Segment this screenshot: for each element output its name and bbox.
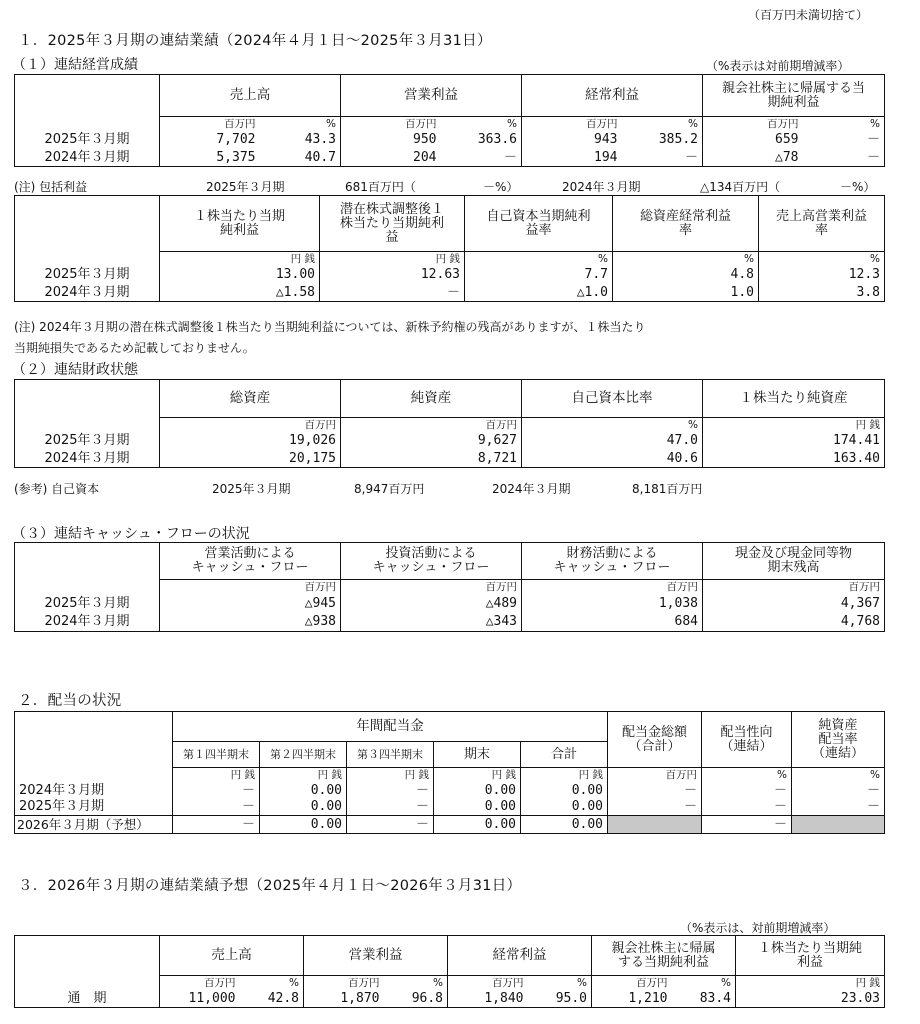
header-line: １株当たり当期純 — [758, 940, 863, 956]
value-cell: － — [608, 799, 702, 816]
value-cell: － — [792, 782, 885, 799]
table-row — [15, 799, 885, 816]
header-eps: １株当たり当期純利益 — [160, 196, 320, 252]
row-label: 2025年３月期 — [15, 131, 160, 149]
row-label: 2024年３月期 — [15, 284, 160, 302]
comprehensive-income-label: (注) 包括利益 — [14, 180, 88, 194]
header-equity-ratio: 自己資本比率 — [522, 380, 703, 418]
section1-sub3-title: （３）連結キャッシュ・フローの状況 — [12, 526, 250, 542]
value-cell: 12.3 — [759, 266, 885, 284]
unit-cell: 百万円 — [522, 117, 622, 131]
value-cell: 13.00 — [160, 266, 320, 284]
unit-cell: 円 銭 — [173, 768, 260, 782]
header-roe: 自己資本当期純利益率 — [465, 196, 613, 252]
header-q1: 第１四半期末 — [173, 742, 260, 768]
value-cell: 0.00 — [434, 799, 521, 816]
row-label: 2024年３月期 — [15, 149, 160, 167]
comprehensive-fy2025-value: 681百万円（ — [345, 180, 416, 194]
value-cell: 40.6 — [522, 450, 703, 468]
header-total-dividend — [608, 712, 702, 768]
unit-cell: 百万円 — [160, 580, 341, 594]
unit-cell: % — [465, 252, 613, 266]
header-diluted-eps: 潜在株式調整後１株当たり当期純利益 — [320, 196, 465, 252]
header-line: 親会社株主に帰属 — [611, 940, 716, 956]
header-operating-margin: 売上高営業利益率 — [759, 196, 885, 252]
header-line: 財務活動による — [566, 546, 658, 561]
reference-fy2024-label: 2024年３月期 — [492, 482, 571, 496]
row-label: 2025年３月期 — [15, 799, 173, 816]
value-cell: 174.41 — [703, 432, 885, 450]
value-cell: △938 — [160, 613, 341, 632]
unit-cell: 百万円 — [341, 117, 441, 131]
unit-cell: % — [803, 117, 885, 131]
comprehensive-fy2025-label: 2025年３月期 — [206, 180, 285, 194]
value-cell: 4.8 — [613, 266, 759, 284]
table-row — [15, 131, 885, 149]
unit-cell: 百万円 — [341, 418, 522, 432]
value-cell: 0.00 — [521, 782, 608, 799]
unit-cell: 円 銭 — [347, 768, 434, 782]
unit-cell: 円 銭 — [260, 768, 347, 782]
value-cell: 0.00 — [521, 799, 608, 816]
value-cell: △343 — [341, 613, 522, 632]
value-cell: － — [347, 816, 434, 834]
header-sales: 売上高 — [160, 936, 304, 976]
header-net-income — [592, 936, 736, 976]
header-sales: 売上高 — [160, 75, 341, 117]
value-cell: － — [792, 799, 885, 816]
reference-equity-label: (参考) 自己資本 — [14, 482, 100, 496]
section1-sub1-title: （１）連結経営成績 — [12, 57, 138, 73]
unit-cell: 円 銭 — [703, 418, 885, 432]
value-cell: 95.0 — [528, 990, 592, 1008]
comprehensive-fy2024-pct: －%） — [840, 180, 876, 194]
value-cell: 1,840 — [448, 990, 528, 1008]
value-cell: － — [803, 149, 885, 167]
diluted-eps-note-line2: 当期純損失であるため記載しておりません。 — [14, 341, 255, 355]
table-row — [15, 266, 885, 284]
table-row — [15, 990, 885, 1008]
value-cell: 40.7 — [260, 149, 341, 167]
header-line: キャッシュ・フロー — [553, 560, 671, 575]
unit-cell: 百万円 — [522, 580, 703, 594]
unit-cell: 百万円 — [160, 418, 341, 432]
row-label: 2025年３月期 — [15, 266, 160, 284]
value-cell: － — [702, 816, 792, 834]
value-cell: 7,702 — [160, 131, 260, 149]
header-total-assets: 総資産 — [160, 380, 341, 418]
header-line: 利益 — [797, 954, 824, 970]
value-cell: 7.7 — [465, 266, 613, 284]
reference-fy2025-label: 2025年３月期 — [212, 482, 291, 496]
header-q2: 第２四半期末 — [260, 742, 347, 768]
comprehensive-fy2024-label: 2024年３月期 — [562, 180, 641, 194]
value-cell: 4,367 — [703, 594, 885, 613]
value-cell: － — [622, 149, 703, 167]
unit-cell: 百万円 — [341, 580, 522, 594]
value-cell: 0.00 — [521, 816, 608, 834]
value-cell: 943 — [522, 131, 622, 149]
unit-cell: % — [613, 252, 759, 266]
value-cell: － — [702, 799, 792, 816]
value-cell: － — [347, 799, 434, 816]
unit-cell: 百万円 — [608, 768, 702, 782]
unit-cell: % — [759, 252, 885, 266]
table-row — [15, 149, 885, 167]
header-investing-cf — [341, 543, 522, 580]
reference-fy2025-value: 8,947百万円 — [354, 482, 425, 496]
header-total: 合計 — [521, 742, 608, 768]
operating-results-table — [14, 74, 885, 167]
value-cell: － — [173, 816, 260, 834]
header-financing-cf — [522, 543, 703, 580]
value-cell-shaded — [608, 816, 702, 834]
header-line: 現金及び現金同等物 — [734, 546, 852, 561]
table-row — [15, 432, 885, 450]
header-roa: 総資産経常利益率 — [613, 196, 759, 252]
section2-title: ２．配当の状況 — [18, 693, 122, 709]
cash-flow-table — [14, 542, 885, 632]
dividends-table — [14, 711, 885, 834]
header-line: キャッシュ・フロー — [372, 560, 490, 575]
value-cell: △78 — [703, 149, 803, 167]
value-cell: 96.8 — [384, 990, 448, 1008]
value-cell: － — [441, 149, 522, 167]
value-cell: 11,000 — [160, 990, 240, 1008]
unit-cell: 百万円 — [304, 976, 384, 990]
value-cell: 0.00 — [260, 782, 347, 799]
unit-cell: % — [384, 976, 448, 990]
unit-cell: % — [260, 117, 341, 131]
section3-pct-note: （%表示は、対前期増減率） — [680, 921, 836, 935]
value-cell: 363.6 — [441, 131, 522, 149]
unit-cell: 円 銭 — [521, 768, 608, 782]
value-cell: 47.0 — [522, 432, 703, 450]
header-line: 配当金総額 — [622, 724, 688, 740]
unit-cell: 百万円 — [703, 580, 885, 594]
value-cell: 163.40 — [703, 450, 885, 468]
header-line: （連結） — [812, 745, 865, 761]
unit-cell: 円 銭 — [736, 976, 885, 990]
header-year-end: 期末 — [434, 742, 521, 768]
value-cell: 0.00 — [260, 799, 347, 816]
header-eps — [736, 936, 885, 976]
reference-fy2024-value: 8,181百万円 — [632, 482, 703, 496]
header-doe — [792, 712, 885, 768]
value-cell: 0.00 — [434, 816, 521, 834]
value-cell: － — [173, 799, 260, 816]
forecast-table — [14, 935, 885, 1008]
value-cell: △489 — [341, 594, 522, 613]
per-share-ratios-table — [14, 195, 885, 302]
table-row — [15, 782, 885, 799]
diluted-eps-note-line1: (注) 2024年３月期の潜在株式調整後１株当たり当期純利益については、新株予約権の残高がありますが、１株当たり — [14, 320, 646, 334]
value-cell: △1.0 — [465, 284, 613, 302]
section1-pct-note: （%表示は対前期増減率） — [706, 59, 850, 73]
unit-cell: % — [441, 117, 522, 131]
table-row — [15, 284, 885, 302]
value-cell: － — [347, 782, 434, 799]
value-cell: 0.00 — [260, 816, 347, 834]
header-net-income: 親会社株主に帰属する当期純利益 — [703, 75, 885, 117]
value-cell: 684 — [522, 613, 703, 632]
row-label: 2024年３月期 — [15, 613, 160, 632]
header-payout-ratio — [702, 712, 792, 768]
header-line: 期末残高 — [767, 560, 820, 575]
value-cell: 0.00 — [434, 782, 521, 799]
row-label: 2025年３月期 — [15, 594, 160, 613]
unit-cell: 円 銭 — [160, 252, 320, 266]
value-cell: △945 — [160, 594, 341, 613]
header-line: （連結） — [720, 738, 773, 754]
row-label: 2024年３月期 — [15, 450, 160, 468]
header-net-assets: 純資産 — [341, 380, 522, 418]
value-cell: 19,026 — [160, 432, 341, 450]
row-label: 通 期 — [15, 990, 160, 1008]
section3-title: ３．2026年３月期の連結業績予想（2025年４月１日～2026年３月31日） — [18, 878, 522, 894]
value-cell: 3.8 — [759, 284, 885, 302]
table-row — [15, 594, 885, 613]
value-cell: － — [608, 782, 702, 799]
header-line: キャッシュ・フロー — [191, 560, 309, 575]
comprehensive-fy2024-value: △134百万円（ — [700, 180, 781, 194]
value-cell: 1.0 — [613, 284, 759, 302]
unit-cell: % — [672, 976, 736, 990]
value-cell: 659 — [703, 131, 803, 149]
value-cell: － — [803, 131, 885, 149]
value-cell: 8,721 — [341, 450, 522, 468]
section1-sub2-title: （２）連結財政状態 — [12, 362, 138, 378]
header-annual-dividend: 年間配当金 — [173, 712, 608, 742]
header-ordinary-income: 経常利益 — [522, 75, 703, 117]
unit-cell: % — [792, 768, 885, 782]
unit-cell: 百万円 — [160, 976, 240, 990]
header-operating-income: 営業利益 — [341, 75, 522, 117]
table-row — [15, 816, 885, 834]
value-cell: － — [320, 284, 465, 302]
financial-position-table — [14, 379, 885, 468]
row-label: 2025年３月期 — [15, 432, 160, 450]
unit-cell: 百万円 — [160, 117, 260, 131]
value-cell: 194 — [522, 149, 622, 167]
header-line: （合計） — [628, 738, 681, 754]
section1-title: １．2025年３月期の連結業績（2024年４月１日～2025年３月31日） — [18, 33, 492, 49]
blank-header-cell — [15, 75, 160, 117]
header-bps: １株当たり純資産 — [703, 380, 885, 418]
comprehensive-fy2025-pct: －%） — [483, 180, 519, 194]
value-cell: 1,870 — [304, 990, 384, 1008]
value-cell: 4,768 — [703, 613, 885, 632]
value-cell: － — [173, 782, 260, 799]
value-cell: － — [702, 782, 792, 799]
unit-cell: 百万円 — [592, 976, 672, 990]
table-row — [15, 613, 885, 632]
header-operating-income: 営業利益 — [304, 936, 448, 976]
header-operating-cf — [160, 543, 341, 580]
header-line: 配当性向 — [720, 724, 773, 740]
unit-cell: % — [522, 418, 703, 432]
table-row — [15, 450, 885, 468]
value-cell: 9,627 — [341, 432, 522, 450]
value-cell: 83.4 — [672, 990, 736, 1008]
unit-cell: 円 銭 — [320, 252, 465, 266]
header-ordinary-income: 経常利益 — [448, 936, 592, 976]
value-cell: 204 — [341, 149, 441, 167]
value-cell: 950 — [341, 131, 441, 149]
unit-cell: % — [528, 976, 592, 990]
header-q3: 第３四半期末 — [347, 742, 434, 768]
header-line: 配当率 — [818, 731, 858, 747]
header-line: 営業活動による — [204, 546, 296, 561]
header-cash-end — [703, 543, 885, 580]
value-cell: △1.58 — [160, 284, 320, 302]
header-line: する当期純利益 — [618, 954, 710, 970]
value-cell: 20,175 — [160, 450, 341, 468]
value-cell: 385.2 — [622, 131, 703, 149]
value-cell: 23.03 — [736, 990, 885, 1008]
value-cell: 1,210 — [592, 990, 672, 1008]
unit-cell: % — [702, 768, 792, 782]
value-cell: 5,375 — [160, 149, 260, 167]
row-label: 2026年３月期（予想） — [15, 816, 173, 834]
value-cell: 42.8 — [240, 990, 304, 1008]
unit-cell: 円 銭 — [434, 768, 521, 782]
unit-cell: % — [240, 976, 304, 990]
value-cell: 43.3 — [260, 131, 341, 149]
value-cell: 1,038 — [522, 594, 703, 613]
header-line: 投資活動による — [385, 546, 477, 561]
row-label: 2024年３月期 — [15, 782, 173, 799]
value-cell: 12.63 — [320, 266, 465, 284]
value-cell-shaded — [792, 816, 885, 834]
unit-cell: % — [622, 117, 703, 131]
header-line: 純資産 — [818, 717, 858, 733]
unit-note: （百万円未満切捨て） — [748, 8, 869, 22]
unit-cell: 百万円 — [703, 117, 803, 131]
unit-cell: 百万円 — [448, 976, 528, 990]
